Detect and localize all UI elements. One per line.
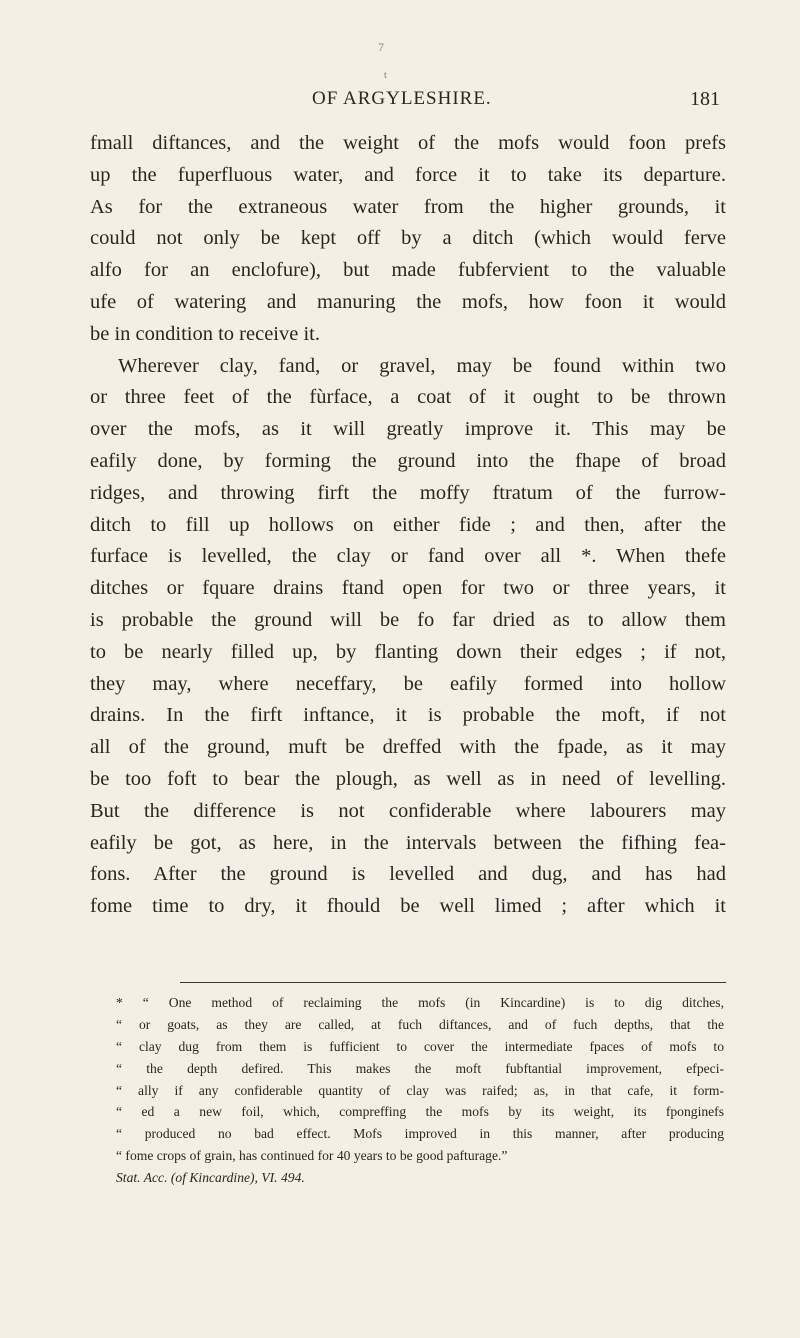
footnote — [104, 992, 724, 1189]
footnote-line: “ produced no bad effect. Mofs improved in this manner, after producing — [116, 1126, 724, 1142]
text-line: fome time to dry, it fhould be well limed ; after which it — [90, 895, 726, 918]
text-line: But the difference is not confiderable where labourers may — [90, 799, 726, 822]
footnote-line: “ clay dug from them is fufficient to cover the intermediate fpaces of mofs to — [116, 1038, 724, 1054]
text-line: fons. After the ground is levelled and dug, and has had — [90, 863, 726, 886]
text-line: furface is levelled, the clay or fand over all *. When thefe — [90, 545, 726, 568]
text-line: be too foft to bear the plough, as well as in need of levelling. — [90, 767, 726, 790]
text-line: all of the ground, muft be dreffed with the fpade, as it may — [90, 736, 726, 759]
page-number: 181 — [690, 88, 720, 110]
text-line: be in condition to receive it. — [90, 322, 320, 345]
footnote-line: “ the depth defired. This makes the moft fubftantial improvement, efpeci- — [116, 1060, 724, 1076]
text-line: over the mofs, as it will greatly improve it. This may be — [90, 418, 726, 441]
footnote-divider — [180, 982, 726, 983]
text-line: eafily be got, as here, in the intervals between the fifhing fea- — [90, 831, 726, 854]
stray-mark: t — [384, 70, 387, 81]
footnote-line: * “ One method of reclaiming the mofs (in Kincardine) is to dig ditches, — [116, 995, 724, 1010]
text-line: Wherever clay, fand, or gravel, may be found within two — [118, 354, 726, 377]
body-text — [90, 128, 726, 923]
text-line: could not only be kept off by a ditch (which would ferve — [90, 227, 726, 250]
text-line: As for the extraneous water from the higher grounds, it — [90, 195, 726, 218]
text-line: or three feet of the fùrface, a coat of it ought to be thrown — [90, 386, 726, 409]
text-line: ridges, and throwing firft the moffy ftratum of the furrow- — [90, 481, 726, 504]
footnote-line: “ ally if any confiderable quantity of clay was raifed; as, in that cafe, it form- — [116, 1082, 724, 1098]
text-line: eafily done, by forming the ground into the fhape of broad — [90, 449, 726, 472]
footnote-line: “ or goats, as they are called, at fuch diftances, and of fuch depths, that the — [116, 1016, 724, 1032]
running-head: OF ARGYLESHIRE. — [312, 88, 492, 109]
text-line: ufe of watering and manuring the mofs, how foon it would — [90, 290, 726, 313]
text-line: is probable the ground will be fo far dried as to allow them — [90, 608, 726, 631]
text-line: they may, where neceffary, be eafily formed into hollow — [90, 672, 726, 695]
text-line: drains. In the firft inftance, it is probable the moft, if not — [90, 704, 726, 727]
footnote-citation: Stat. Acc. (of Kincardine), VI. 494. — [116, 1170, 305, 1186]
page-header — [0, 88, 800, 118]
stray-mark: 7 — [378, 40, 384, 54]
footnote-line: “ fome crops of grain, has continued for 40 years to be good pafturage.” — [116, 1148, 508, 1164]
text-line: up the fuperfluous water, and force it to take its departure. — [90, 163, 726, 186]
text-line: alfo for an enclofure), but made fubfervient to the valuable — [90, 259, 726, 282]
footnote-line: “ ed a new foil, which, compreffing the mofs by its weight, its fponginefs — [116, 1104, 724, 1120]
text-line: ditches or fquare drains ftand open for two or three years, it — [90, 577, 726, 600]
text-line: ditch to fill up hollows on either fide ; and then, after the — [90, 513, 726, 536]
text-line: to be nearly filled up, by flanting down their edges ; if not, — [90, 640, 726, 663]
text-line: fmall diftances, and the weight of the mofs would foon prefs — [90, 132, 726, 154]
